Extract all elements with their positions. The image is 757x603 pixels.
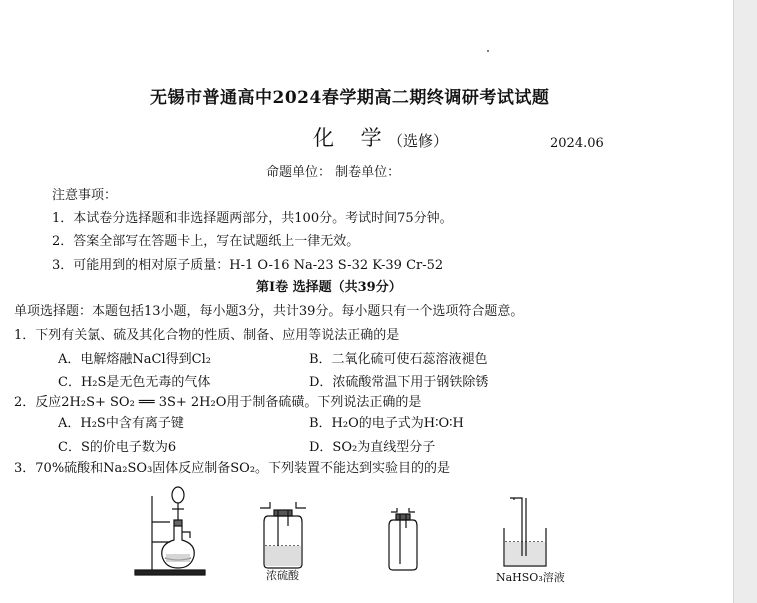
question-2-option-b: B．H₂O的电子式为H∶O∶H xyxy=(309,416,464,431)
exam-title: 无锡市普通高中2024春学期高二期终调研考试试题 xyxy=(150,88,550,108)
viewer-scrollbar[interactable] xyxy=(733,0,757,603)
scan-dot xyxy=(487,50,489,52)
question-2-option-d: D．SO₂为直线型分子 xyxy=(309,440,436,455)
section-intro: 单项选择题：本题包括13小题，每小题3分，共计39分。每小题只有一个选项符合题意。 xyxy=(14,304,524,319)
question-2-stem: 2．反应2H₂S+ SO₂ ══ 3S+ 2H₂O用于制备硫磺。下列说法正确的是 xyxy=(14,395,422,410)
section-title: 第Ⅰ卷 选择题（共39分） xyxy=(256,280,402,295)
apparatus-b-wash-bottle xyxy=(258,498,308,570)
question-1-option-d: D．浓硫酸常温下用于钢铁除锈 xyxy=(309,375,489,390)
question-2-option-a: A．H₂S中含有离子键 xyxy=(58,416,184,431)
question-1-stem: 1．下列有关氯、硫及其化合物的性质、制备、应用等说法正确的是 xyxy=(14,328,400,343)
apparatus-d-label: NaHSO₃溶液 xyxy=(496,571,565,584)
exam-date: 2024.06 xyxy=(550,136,604,151)
apparatus-a-flask-with-funnel xyxy=(130,482,210,578)
unit-line: 命题单位： 制卷单位： xyxy=(266,165,401,180)
apparatus-d-beaker xyxy=(500,496,550,568)
subject-title: 化 学 xyxy=(313,126,392,150)
question-1-option-a: A．电解熔融NaCl得到Cl₂ xyxy=(58,352,211,367)
notice-item: 3．可能用到的相对原子质量：H-1 O-16 Na-23 S-32 K-39 Cr-52 xyxy=(52,258,444,273)
subject-note: （选修） xyxy=(388,132,449,150)
apparatus-b-label: 浓硫酸 xyxy=(266,569,299,582)
notice-item: 1．本试卷分选择题和非选择题两部分，共100分。考试时间75分钟。 xyxy=(52,211,453,226)
question-1-option-c: C．H₂S是无色无毒的气体 xyxy=(58,375,211,390)
question-1-option-b: B．二氧化硫可使石蕊溶液褪色 xyxy=(309,352,488,367)
question-2-option-c: C．S的价电子数为6 xyxy=(58,440,177,455)
apparatus-c-collection-bottle xyxy=(385,506,421,572)
notice-item: 2．答案全部写在答题卡上，写在试题纸上一律无效。 xyxy=(52,234,360,249)
question-3-stem: 3．70%硫酸和Na₂SO₃固体反应制备SO₂。下列装置不能达到实验目的的是 xyxy=(14,461,451,476)
notice-heading: 注意事项： xyxy=(52,188,118,203)
